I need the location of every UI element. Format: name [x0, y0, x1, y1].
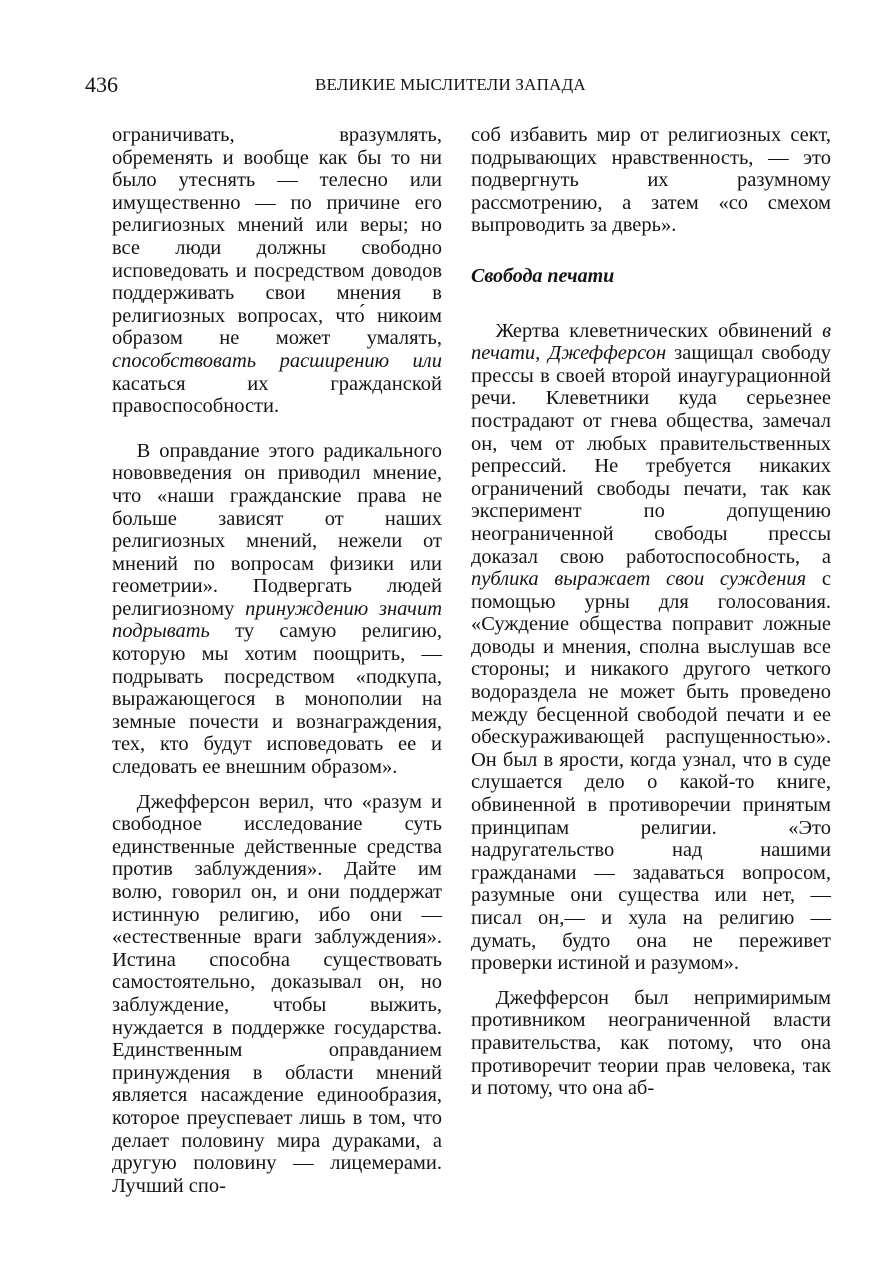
- press-emphasis-1: в печати, Джефферсон: [471, 319, 831, 365]
- paragraph-press-freedom: [471, 320, 831, 975]
- running-head: ВЕЛИКИЕ МЫСЛИТЕЛИ ЗАПАДА: [315, 75, 586, 94]
- press-text-c: с помощью урны для голосования. «Суждение общества поправит ложные доводы и мнения, сполна выслушав все стороны; и никакого другого четкого водораздела не может быть проведено между бесценной свободой печати и ее обескураживающей распущенностью». Он был в ярости, когда узнал, что в суде слушается дело о какой-то книге, обвиненной в противоречии принятым принципам религии. «Это надругательство над нашими гражданами — задаваться вопросом, разумные они существа или нет, — писал он,— и хула на религию — думать, будто она не переживет проверки истиной и разумом».: [471, 568, 831, 975]
- quote-text-a: ограничивать, вразумлять, обременять и вообще как бы то ни было утеснять — телесно или имущественно — по причине его религиозных мнений или веры; но все люди должны свободно исповедовать и посредством доводов поддерживать свои мнения в религиозных вопросах, что́ никоим образом не может умалять,: [112, 124, 442, 350]
- paragraph-government-power: Джефферсон был непримиримым противником неограниченной власти правительства, как потому, что она противоречит теории прав человека, так и потому, что она аб-: [471, 986, 831, 1100]
- press-emphasis-2: публика выражает свои суждения: [471, 568, 807, 591]
- para2-text-a: В оправдание этого радикального нововведения он приводил мнение, что «наши гражданские права не больше зависят от наших религиозных мнений, нежели от мнений по вопросам физики или геометрии». Подвергать людей религиозному: [112, 439, 442, 620]
- press-text-a: Жертва клеветнических обвинений: [495, 319, 823, 342]
- left-column: [112, 124, 442, 1197]
- para2-text-b: ту самую религию, которую мы хотим поощрить, — подрывать посредством «подкупа, выражающегося в монополии на земные почести и вознаграждения, тех, кто будут исповедовать ее и следовать ее внешним образом».: [112, 620, 442, 779]
- paragraph-reason-and-inquiry: Джефферсон верил, что «разум и свободное исследование суть единственные действенные средства против заблуждения». Дайте им волю, говорил он, и они поддержат истинную религию, ибо они — «естественные враги заблуждения». Истина способна существовать самостоятельно, доказывал он, но заблуждение, чтобы выжить, нуждается в поддержке государства. Единственным оправданием принуждения в области мнений является насаждение единообразия, которое преуспевает лишь в том, что делает половину мира дураками, а другую половину — лицемерами. Лучший спо-: [112, 790, 442, 1197]
- paragraph-continuation: соб избавить мир от религиозных сект, подрывающих нравственность, — это подвергнуть их разумному рассмотрению, а затем «со смехом выпроводить за дверь».: [471, 124, 831, 237]
- quote-text-b: касаться их гражданской правоспособности.: [112, 372, 442, 418]
- press-text-b: защищал свободу прессы в своей второй инаугурационной речи. Клеветники куда серьезнее пострадают от гнева общества, замечал он, чем от любых правительственных репрессий. Не требуется никаких ограничений свободы печати, так как эксперимент по допущению неограниченной свободы прессы доказал свою работоспособность, а: [471, 342, 831, 568]
- page-header: [85, 72, 830, 102]
- quote-emphasis: способствовать расширению или: [112, 349, 442, 372]
- paragraph-radical-innovation: [112, 440, 442, 779]
- page-number: 436: [85, 72, 118, 97]
- para2-emphasis: принуждению значит подрывать: [112, 597, 442, 643]
- right-column: [471, 124, 831, 1100]
- quote-continuation: [112, 124, 442, 418]
- section-heading: Свобода печати: [471, 264, 615, 287]
